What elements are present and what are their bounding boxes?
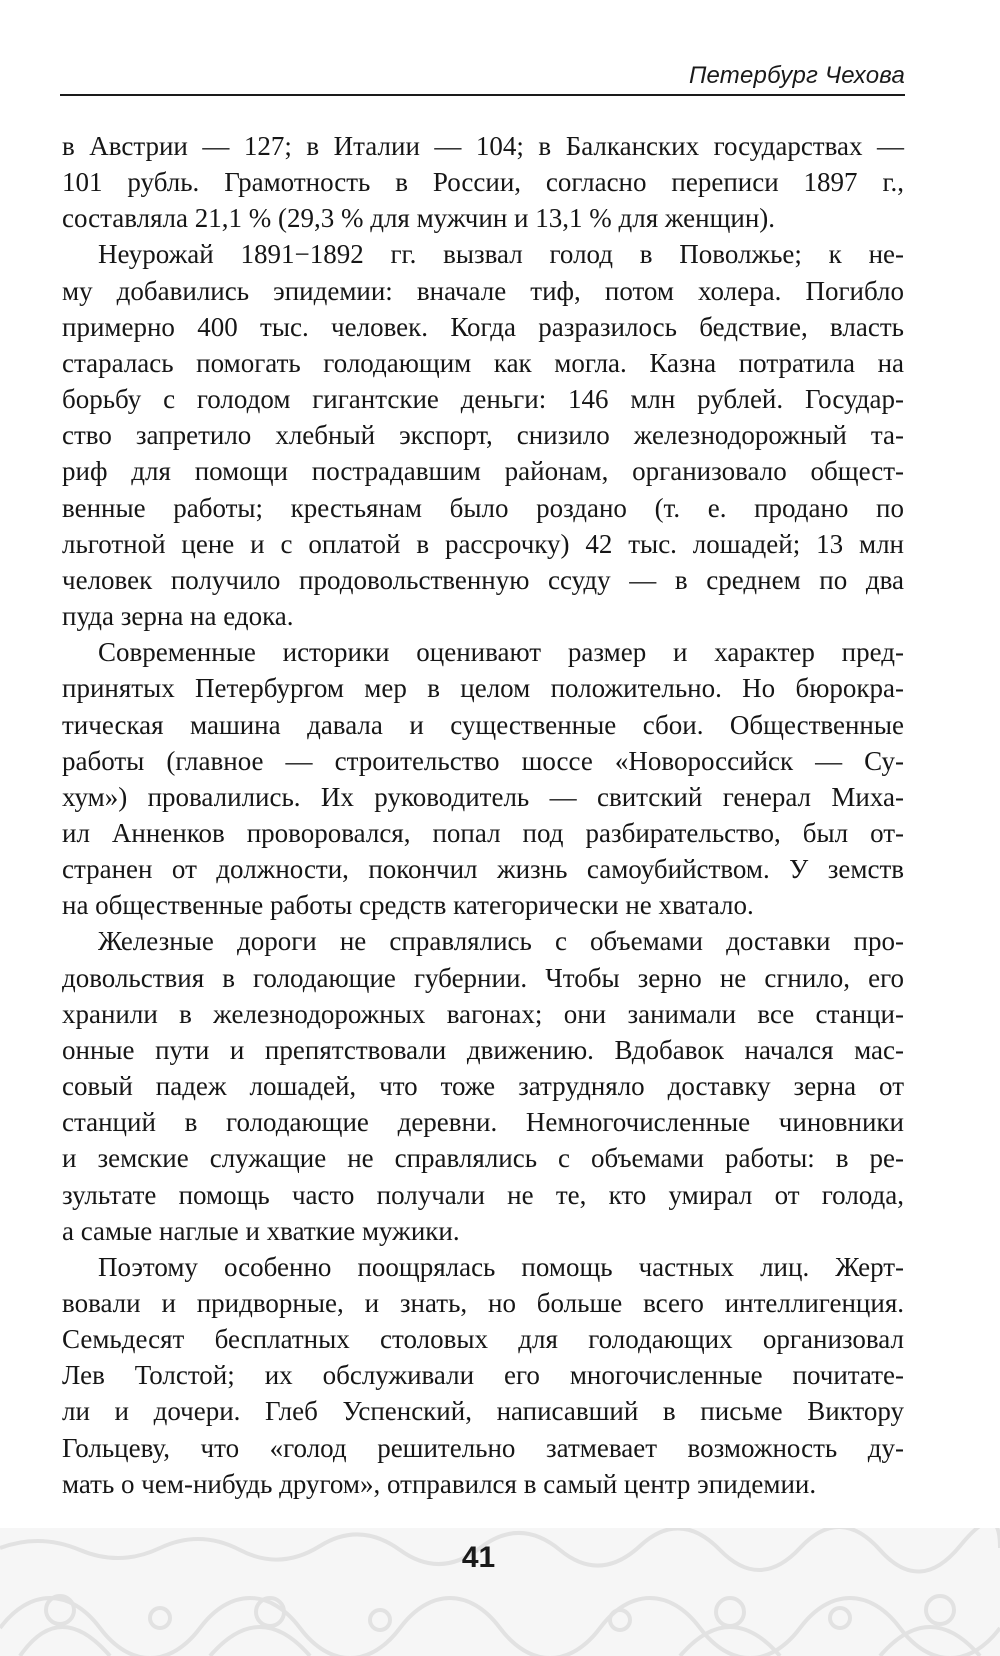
header-rule bbox=[60, 94, 905, 96]
text-line: льготной цене и с оплатой в рассрочку) 42 тыс. лошадей; 13 млн bbox=[62, 528, 904, 559]
paragraph-4 bbox=[62, 923, 904, 1248]
text-line: венные работы; крестьянам было роздано (т. е. продано по bbox=[62, 492, 904, 523]
text-line: 101 рубль. Грамотность в России, согласно переписи 1897 г., bbox=[62, 167, 904, 198]
text-line: Современные историки оценивают размер и характер пред- bbox=[98, 637, 904, 668]
text-line: старалась помогать голодающим как могла. Казна потратила на bbox=[62, 347, 904, 378]
text-line: на общественные работы средств категорически не хватало. bbox=[62, 890, 754, 921]
text-line: пуда зерна на едока. bbox=[62, 601, 294, 632]
page-number: 41 bbox=[461, 1541, 496, 1574]
text-line: Поэтому особенно поощрялась помощь частных лиц. Жерт- bbox=[98, 1251, 904, 1282]
text-line: довольствия в голодающие губернии. Чтобы зерно не сгнило, его bbox=[62, 962, 904, 993]
text-line: ство запретило хлебный экспорт, снизило железнодорожный та- bbox=[62, 420, 904, 451]
paragraph-3 bbox=[62, 634, 904, 923]
text-line: Неурожай 1891−1892 гг. вызвал голод в Поволжье; к не- bbox=[98, 239, 904, 270]
text-line: и земские служащие не справлялись с объемами работы: в ре- bbox=[62, 1143, 904, 1174]
text-line: совый падеж лошадей, что тоже затрудняло доставку зерна от bbox=[62, 1071, 904, 1102]
running-title: Петербург Чехова bbox=[688, 62, 905, 89]
text-line: принятых Петербургом мер в целом положительно. Но бюрокра- bbox=[62, 673, 904, 704]
text-line: станций в голодающие деревни. Немногочисленные чиновники bbox=[62, 1107, 904, 1138]
paragraph-2 bbox=[62, 236, 904, 634]
text-line: человек получило продовольственную ссуду — в среднем по два bbox=[62, 564, 904, 595]
text-line: ли и дочери. Глеб Успенский, написавший в письме Виктору bbox=[62, 1396, 904, 1427]
text-line: мать о чем-нибудь другом», отправился в самый центр эпидемии. bbox=[62, 1468, 817, 1499]
text-line: Лев Толстой; их обслуживали его многочисленные почитате- bbox=[62, 1360, 904, 1391]
text-line: зультате помощь часто получали не те, кто умирал от голода, bbox=[62, 1179, 904, 1210]
text-line: работы (главное — строительство шоссе «Новороссийск — Су- bbox=[62, 745, 904, 776]
text-line: тическая машина давала и существенные сбои. Общественные bbox=[62, 709, 904, 740]
text-line: хум») провалились. Их руководитель — свитский генерал Миха- bbox=[62, 781, 904, 812]
text-line: а самые наглые и хваткие мужики. bbox=[62, 1215, 460, 1246]
text-line: Гольцеву, что «голод решительно затмевает возможность ду- bbox=[62, 1432, 904, 1463]
text-line: ил Анненков проворовался, попал под разбирательство, был от- bbox=[62, 817, 904, 848]
paragraph-5 bbox=[62, 1249, 904, 1502]
text-line: вовали и придворные, и знать, но больше всего интеллигенция. bbox=[62, 1288, 904, 1318]
text-line: риф для помощи пострадавшим районам, организовало общест- bbox=[62, 456, 904, 487]
text-line: составляла 21,1 % (29,3 % для мужчин и 13,1 % для женщин). bbox=[62, 203, 776, 234]
text-line: му добавились эпидемии: вначале тиф, потом холера. Погибло bbox=[62, 275, 904, 306]
text-line: борьбу с голодом гигантские деньги: 146 млн рублей. Государ- bbox=[62, 384, 904, 415]
text-line: Железные дороги не справлялись с объемами доставки про- bbox=[98, 926, 904, 957]
text-line: онные пути и препятствовали движению. Вдобавок начался мас- bbox=[62, 1034, 904, 1065]
body-text bbox=[62, 128, 904, 1502]
text-line: в Австрии — 127; в Италии — 104; в Балканских государствах — bbox=[62, 131, 904, 161]
text-line: странен от должности, покончил жизнь самоубийством. У земств bbox=[62, 854, 904, 885]
paragraph-1 bbox=[62, 128, 904, 236]
text-line: Семьдесят бесплатных столовых для голодающих организовал bbox=[62, 1324, 904, 1355]
text-line: хранили в железнодорожных вагонах; они занимали все станци- bbox=[62, 998, 904, 1029]
text-line: примерно 400 тыс. человек. Когда разразилось бедствие, власть bbox=[62, 311, 904, 342]
